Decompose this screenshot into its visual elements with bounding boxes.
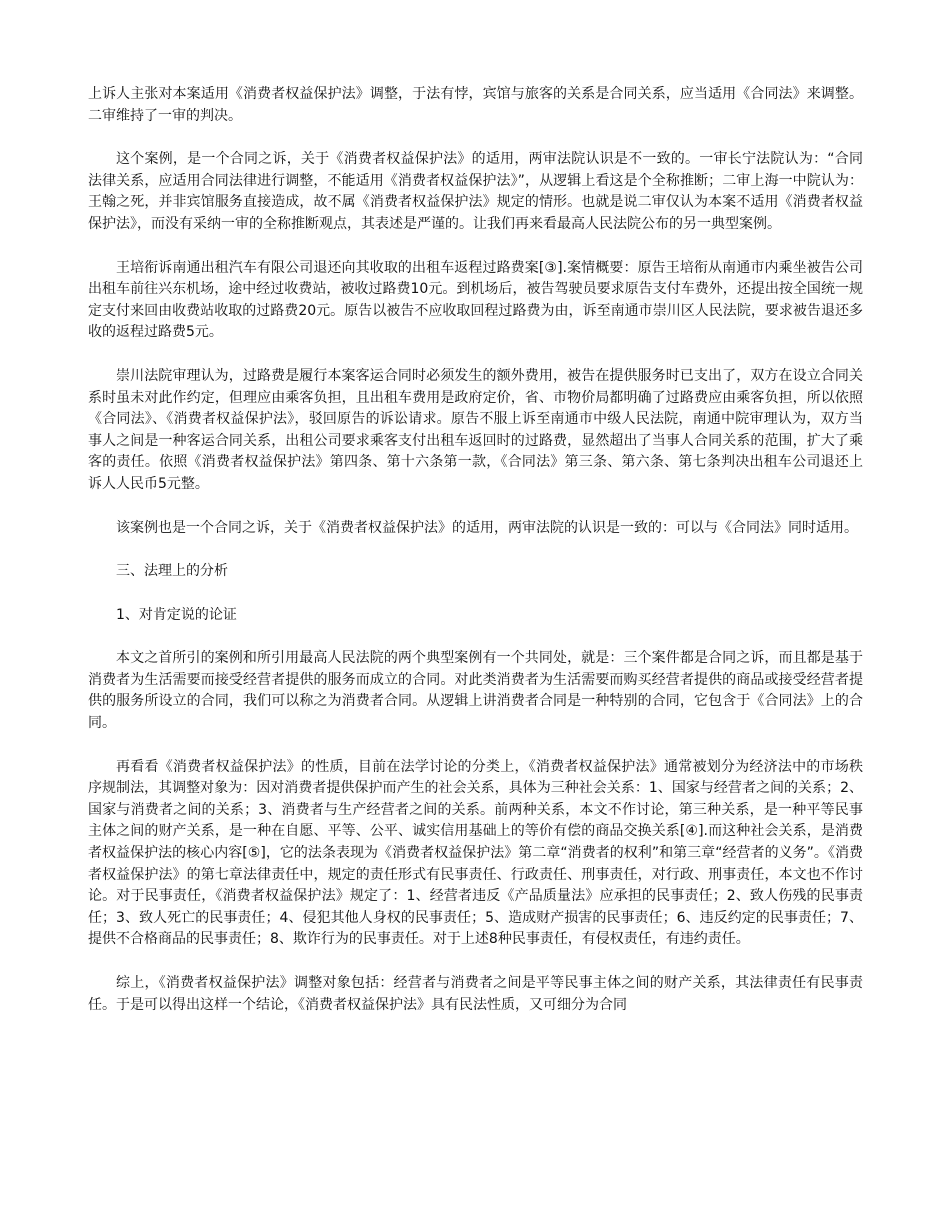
paragraph-consumer-contract: 本文之首所引的案例和所引用最高人民法院的两个典型案例有一个共同处，就是：三个案件都是合同之诉，而且都是基于消费者为生活需要而接受经营者提供的服务而成立的合同。对此类消费者为生活需要而购买经营者提供的商品或接受经营者提供的服务所设立的合同，我们可以称之为消费者合同。从逻辑上讲消费者合同是一种特别的合同，它包含于《合同法》上的合同。 <box>88 650 863 732</box>
paragraph-appeal-conclusion: 上诉人主张对本案适用《消费者权益保护法》调整，于法有悖，宾馆与旅客的关系是合同关系，应当适用《合同法》来调整。二审维持了一审的判决。 <box>88 86 863 124</box>
paragraph-law-nature: 再看看《消费者权益保护法》的性质，目前在法学讨论的分类上，《消费者权益保护法》通常被划分为经济法中的市场秩序规制法，其调整对象为：因对消费者提供保护而产生的社会关系，具体为三种社会关系：1、国家与经营者之间的关系；2、国家与消费者之间的关系；3、消费者与生产经营者之间的关系。前两种关系，本文不作讨论，第三种关系，是一种平等民事主体之间的财产关系，是一种在自愿、平等、公平、诚实信用基础上的等价有偿的商品交换关系[④].而这种社会关系，是消费者权益保护法的核心内容[⑤]，它的法条表现为《消费者权益保护法》第二章“消费者的权利”和第三章“经营者的义务”。《消费者权益保护法》的第七章法律责任中，规定的责任形式有民事责任、行政责任、刑事责任，对行政、刑事责任，本文也不作讨论。对于民事责任，《消费者权益保护法》规定了：1、经营者违反《产品质量法》应承担的民事责任；2、致人伤残的民事责任；3、致人死亡的民事责任；4、侵犯其他人身权的民事责任；5、造成财产损害的民事责任；6、违反约定的民事责任；7、提供不合格商品的民事责任；8、欺诈行为的民事责任。对于上述8种民事责任，有侵权责任，有违约责任。 <box>88 758 863 948</box>
paragraph-summary: 综上，《消费者权益保护法》调整对象包括：经营者与消费者之间是平等民事主体之间的财产关系，其法律责任有民事责任。于是可以得出这样一个结论，《消费者权益保护法》具有民法性质，又可细分为合同 <box>88 975 863 1013</box>
paragraph-wang-case-summary: 王培衔诉南通出租汽车有限公司退还向其收取的出租车返程过路费案[③].案情概要：原告王培衔从南通市内乘坐被告公司出租车前往兴东机场，途中经过收费站，被收过路费10元。到机场后，被告驾驶员要求原告支付车费外，还提出按全国统一规定支付来回由收费站收取的过路费20元。原告以被告不应收取回程过路费为由，诉至南通市崇川区人民法院，要求被告退还多收的返程过路费5元。 <box>88 259 863 341</box>
document-page <box>88 84 863 1038</box>
subsection-heading-affirmative-view: 1、对肯定说的论证 <box>116 606 237 623</box>
paragraph-case-consistency: 该案例也是一个合同之诉，关于《消费者权益保护法》的适用，两审法院的认识是一致的：可以与《合同法》同时适用。 <box>116 519 858 536</box>
paragraph-case-analysis: 这个案例，是一个合同之诉，关于《消费者权益保护法》的适用，两审法院认识是不一致的。一审长宁法院认为：“合同法律关系，应适用合同法律进行调整，不能适用《消费者权益保护法》”，从逻辑上看这是个全称推断；二审上海一中院认为：王翰之死，并非宾馆服务直接造成，故不属《消费者权益保护法》规定的情形。也就是说二审仅认为本案不适用《消费者权益保护法》，而没有采纳一审的全称推断观点，其表述是严谨的。让我们再来看最高人民法院公布的另一典型案例。 <box>88 151 863 232</box>
section-heading-legal-analysis: 三、法理上的分析 <box>116 563 228 580</box>
paragraph-chongchuan-court-ruling: 崇川法院审理认为，过路费是履行本案客运合同时必须发生的额外费用，被告在提供服务时已支出了，双方在设立合同关系时虽未对此作约定，但理应由乘客负担，且出租车费用是政府定价，省、市物价局都明确了过路费应由乘客负担，所以依照《合同法》、《消费者权益保护法》，驳回原告的诉讼请求。原告不服上诉至南通市中级人民法院，南通中院审理认为，双方当事人之间是一种客运合同关系，出租公司要求乘客支付出租车返回时的过路费，显然超出了当事人合同关系的范围，扩大了乘客的责任。依照《消费者权益保护法》第四条、第十六条第一款，《合同法》第三条、第六条、第七条判决出租车公司退还上诉人人民币5元整。 <box>88 367 863 492</box>
